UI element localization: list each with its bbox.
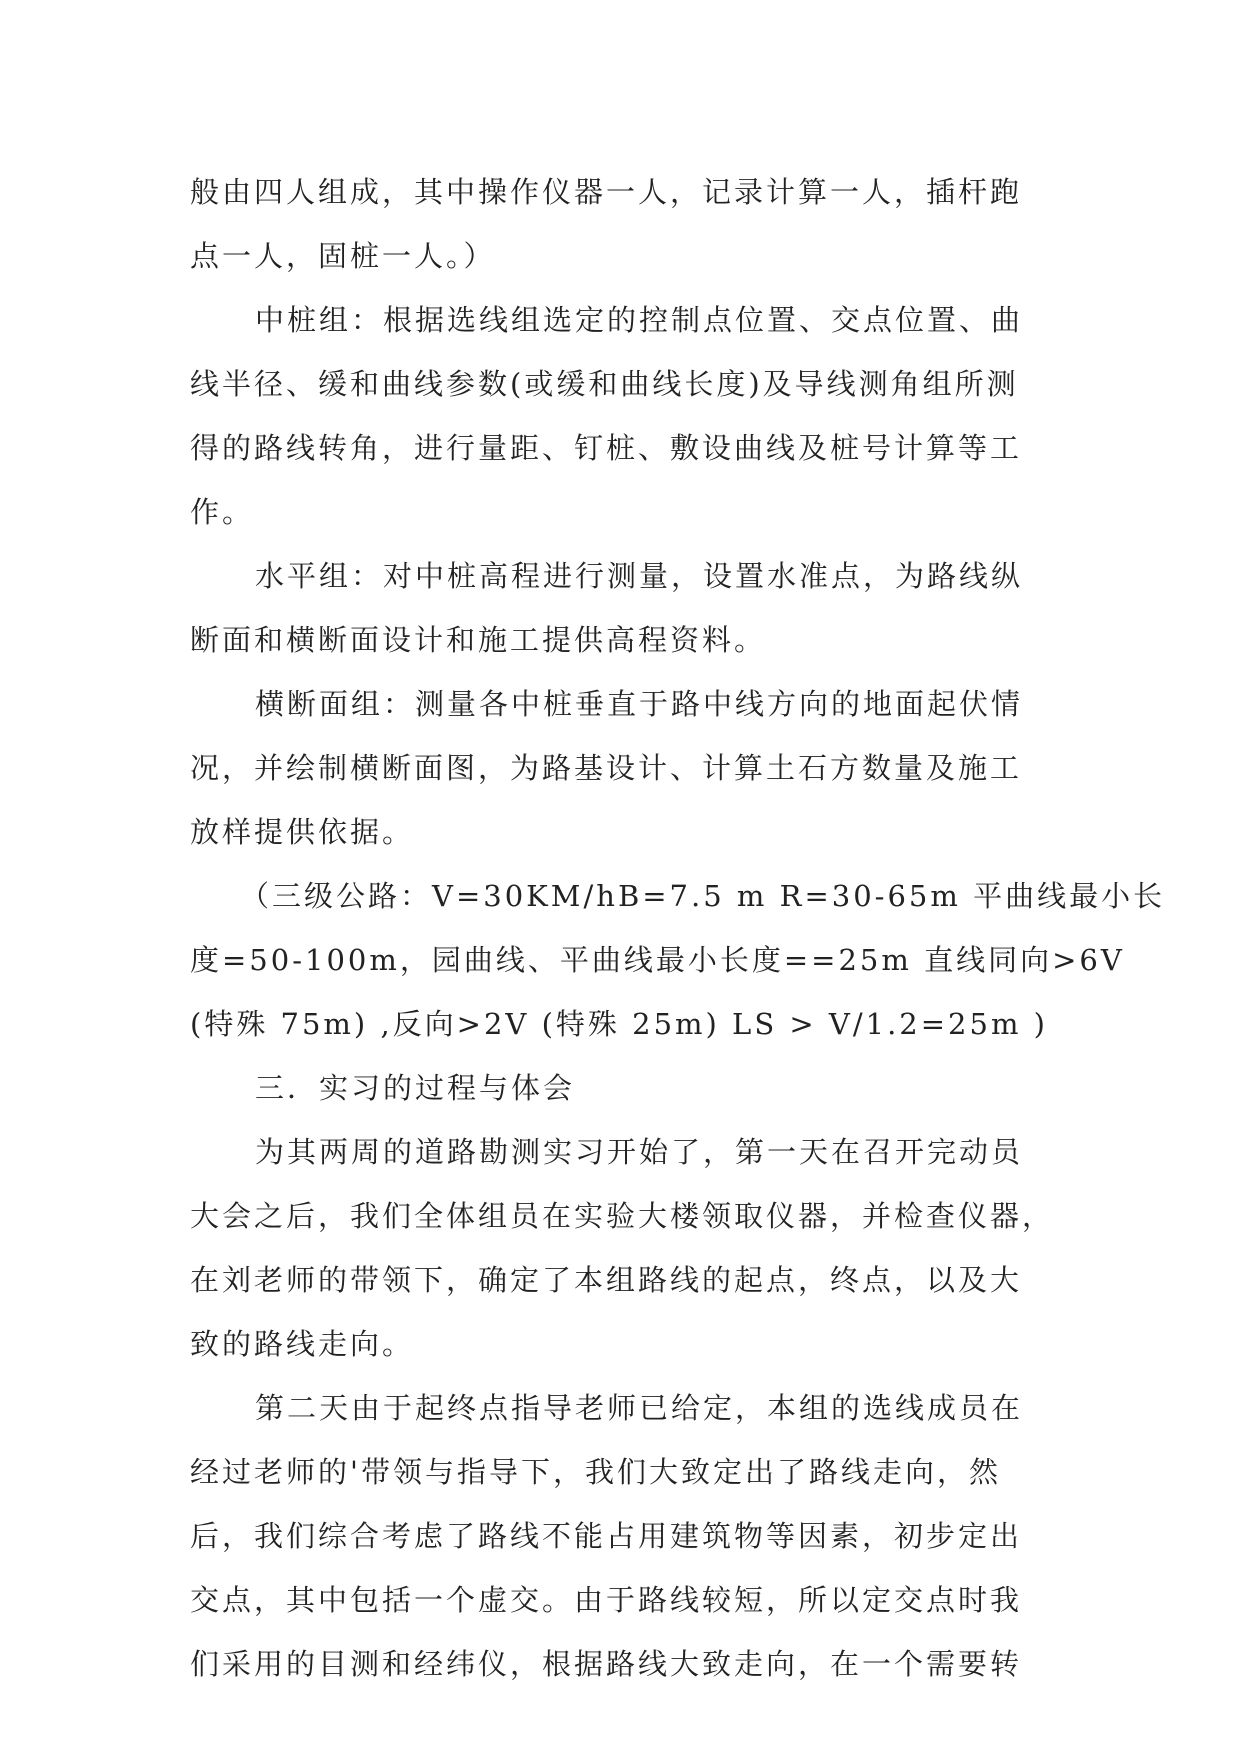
text-line: 水平组：对中桩高程进行测量，设置水准点，为路线纵 xyxy=(255,559,1024,593)
text-line: 线半径、缓和曲线参数(或缓和曲线长度)及导线测角组所测 xyxy=(190,367,1019,401)
text-line: 点一人，固桩一人。） xyxy=(190,239,496,273)
paragraph-road-standard-note xyxy=(190,864,1166,1056)
text-line: 度=50-100m，园曲线、平曲线最小长度==25m 直线同向>6V xyxy=(190,943,1125,977)
text-line: 们采用的目测和经纬仪，根据路线大致走向，在一个需要转 xyxy=(190,1647,1023,1681)
text-line: 致的路线走向。 xyxy=(190,1327,415,1361)
text-line: 况，并绘制横断面图，为路基设计、计算土石方数量及施工 xyxy=(190,751,1023,785)
text-line: 大会之后，我们全体组员在实验大楼领取仪器，并检查仪器， xyxy=(190,1199,1055,1233)
paragraph-cross-section-group xyxy=(190,672,1052,864)
text-line: 交点，其中包括一个虚交。由于路线较短，所以定交点时我 xyxy=(190,1583,1023,1617)
text-line: 放样提供依据。 xyxy=(190,815,415,849)
text-line: 为其两周的道路勘测实习开始了，第一天在召开完动员 xyxy=(255,1135,1024,1169)
text-line: 得的路线转角，进行量距、钉桩、敷设曲线及桩号计算等工 xyxy=(190,431,1023,465)
text-line: （三级公路：V=30KM/hB=7.5 m R=30-65m 平曲线最小长 xyxy=(240,879,1166,913)
text-line: 横断面组：测量各中桩垂直于路中线方向的地面起伏情 xyxy=(255,687,1024,721)
paragraph-leveling-group xyxy=(190,544,1052,672)
text-line: 在刘老师的带领下，确定了本组路线的起点，终点，以及大 xyxy=(190,1263,1023,1297)
text-line: 作。 xyxy=(190,495,255,529)
document-body xyxy=(190,160,1166,1696)
section-heading-internship-process xyxy=(190,1056,1052,1120)
text-line: 中桩组：根据选线组选定的控制点位置、交点位置、曲 xyxy=(255,303,1024,337)
text-line: 经过老师的'带领与指导下，我们大致定出了路线走向，然 xyxy=(190,1455,1001,1489)
paragraph-day-one xyxy=(190,1120,1055,1376)
paragraph-day-two xyxy=(190,1376,1052,1696)
paragraph-survey-team xyxy=(190,160,1052,288)
text-line: 断面和横断面设计和施工提供高程资料。 xyxy=(190,623,767,657)
text-line: 后，我们综合考虑了路线不能占用建筑物等因素，初步定出 xyxy=(190,1519,1023,1553)
paragraph-center-stake-group xyxy=(190,288,1052,544)
text-line: 三．实习的过程与体会 xyxy=(255,1071,576,1105)
text-line: 第二天由于起终点指导老师已给定，本组的选线成员在 xyxy=(255,1391,1024,1425)
text-line: 般由四人组成，其中操作仪器一人，记录计算一人，插杆跑 xyxy=(190,175,1023,209)
text-line: (特殊 75m) ,反向>2V (特殊 25m) LS > V/1.2=25m ) xyxy=(190,1007,1048,1041)
